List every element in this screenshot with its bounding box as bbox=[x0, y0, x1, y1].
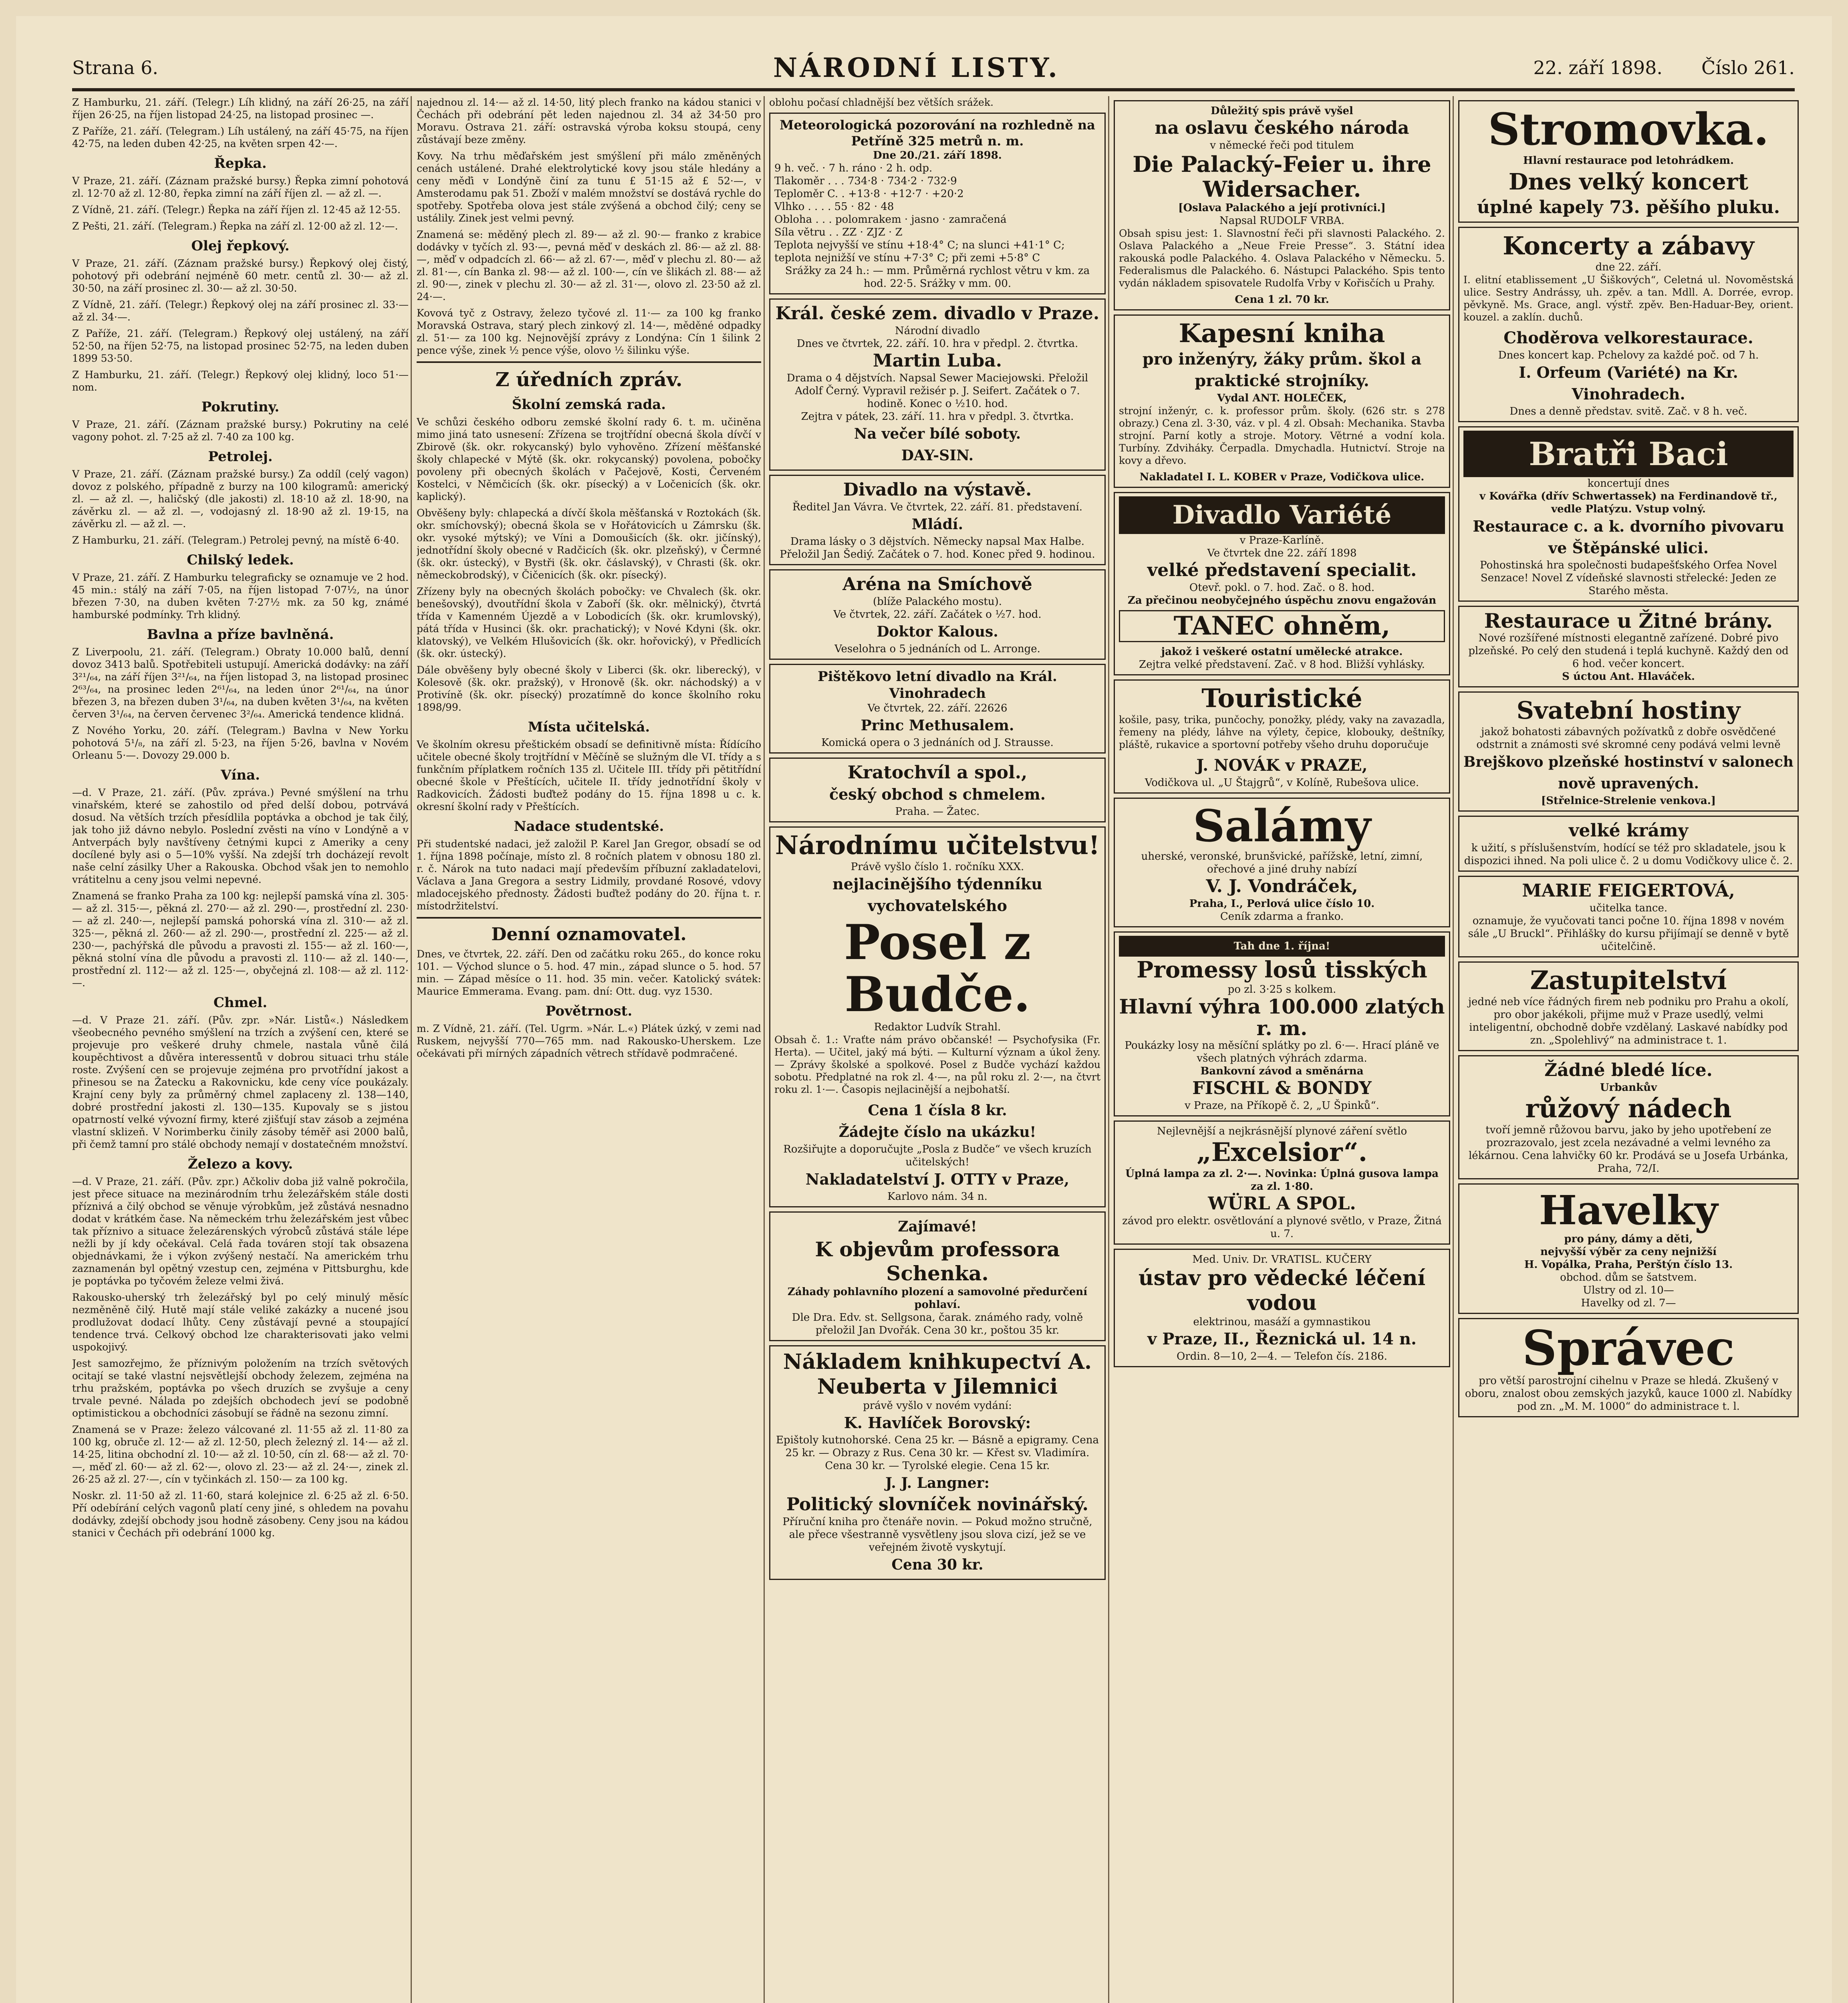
section-heading: Školní zemská rada. bbox=[512, 397, 666, 413]
ad-author: Vydal ANT. HOLEČEK, bbox=[1217, 392, 1347, 404]
theatre-exhibition bbox=[769, 475, 1106, 565]
ad-publisher: Nakladatelství J. OTTY v Praze, bbox=[805, 1170, 1070, 1188]
ad-text: v Kovářka (dřív Schwertassek) na Ferdinandově tř., vedle Platýzu. Vstup volný. bbox=[1479, 490, 1777, 515]
weather-row: Srážky za 24 h.: — mm. Průměrná rychlost větru v km. za hod. 22·5. Srážky v mm. 00. bbox=[785, 265, 1090, 290]
article-text: Z Hamburku, 21. září. (Telegram.) Petrolej pevný, na místě 6·40. bbox=[72, 534, 399, 546]
section-heading: Chilský ledek. bbox=[187, 552, 294, 568]
ad-text: košile, pasy, trika, punčochy, ponožky, plédy, vaky na zavazadla, řemeny na plédy, láhve na výlety, čepice, klobouky, deštníky, pláště, rukavice a sportovní potřeby všeho druhu doporučuje bbox=[1119, 714, 1445, 750]
article-text: V Praze, 21. září. (Záznam pražské bursy.) Řepkový olej čistý, pohotový při odebrání nejméně 60 metr. centů zl. 30·— až zl. 30·50, na září prosinec zl. 30·— až zl. 30·50. bbox=[72, 258, 409, 294]
section-heading: Petrolej. bbox=[208, 449, 273, 465]
ad-text: úplné kapely 73. pěšího pluku. bbox=[1477, 197, 1780, 218]
ad-text: Obsah č. 1.: Vraťte nám právo občanské! — Psychofysika (Fr. Herta). — Učitel, jaký má býti. — Kulturní význam a úkol ženy. — Zprávy školské a spolkové. Posel z Budče vychází každou sobotu. Předplatné na rok zl. 4·—, na půl roku zl. 2·—, na čtvrt roku zl. 1·—. Časopis nejlacinější a nejbohatší. bbox=[774, 1034, 1100, 1095]
play-title: Mládí. bbox=[911, 516, 963, 533]
theatre-text: Veselohra o 5 jednáních od L. Arronge. bbox=[834, 643, 1040, 655]
ad-firm: V. J. Vondráček, bbox=[1206, 876, 1358, 897]
ad-svatebni-hostiny bbox=[1458, 691, 1799, 812]
theatre-text: Ředitel Jan Vávra. Ve čtvrtek, 22. září. 81. představení. bbox=[792, 501, 1083, 513]
ad-address: závod pro elektr. osvětlování a plynové světlo, v Praze, Žitná u. 7. bbox=[1122, 1215, 1442, 1240]
article-text: oblohu počasí chladnější bez větších srážek. bbox=[769, 97, 994, 108]
ad-title: Politický slovníček novinářský. bbox=[786, 1494, 1088, 1515]
theatre-text: Zejtra v pátek, 23. září. 11. hra v předpl. 3. čtvrtka. bbox=[801, 411, 1074, 423]
ad-text: [Oslava Palackého a její protivníci.] bbox=[1178, 202, 1386, 214]
section-heading: Řepka. bbox=[214, 155, 267, 171]
section-heading: Chmel. bbox=[213, 995, 268, 1011]
theatre-heading: Divadlo na výstavě. bbox=[843, 480, 1032, 500]
column-rule bbox=[411, 96, 412, 2003]
column-theatre-ads bbox=[769, 96, 1106, 2003]
issue-number: Číslo 261. bbox=[1701, 57, 1795, 79]
ad-text: velké představení specialit. bbox=[1147, 560, 1417, 580]
ad-subtitle: český obchod s chmelem. bbox=[829, 785, 1046, 803]
ad-price: po zl. 3·25 s kolkem. bbox=[1227, 983, 1336, 995]
ad-author: K. Havlíček Borovský: bbox=[844, 1414, 1031, 1432]
ad-text: Úplná lampa za zl. 2·—. Novinka: Úplná gusova lampa za zl. 1·80. bbox=[1125, 1168, 1439, 1193]
column-rule bbox=[1453, 96, 1454, 2003]
ad-text: v německé řeči pod titulem bbox=[1210, 139, 1354, 151]
ad-text: strojní inženýr, c. k. professor prům. školy. (626 str. s 278 obrazy.) Cena zl. 3·30, váz. v pl. 4 zl. Obsah: Mechanika. Stavba strojní. Parní kotly a stroje. Motory. Větrné a vodní kola. Turbíny. Zdviháky. Čerpadla. Dmychadla. Hutnictví. Stroje na kovy a dřevo. bbox=[1119, 405, 1445, 466]
article-text: Z Vídně, 21. září. (Telegr.) Řepkový olej na září prosinec zl. 33·— až zl. 34·—. bbox=[72, 299, 409, 323]
ad-text: Zejtra velké představení. Zač. v 8 hod. Bližší vyhlásky. bbox=[1139, 659, 1425, 671]
article-text: Noskr. zl. 11·50 až zl. 11·60, stará kolejnice zl. 6·25 až zl. 6·50. Pří odebírání celých vagonů platí ceny jiné, s ohledem na povahu dodávky, zdejší obchody jsou hodně zásobeny. Ceny jsou na kádou stanici v Čechách při odebrání 1000 kg. bbox=[72, 1490, 409, 1539]
article-text: Kovy. Na trhu měďařském jest smýšlení při málo změněných cenách ustálené. Drahé elektrolytické kovy jsou stále hledány a ceny měďi v Londýně činí za tunu £ 51·15 až £ 52·—, v Amsterodamu pak 51. Zboží v malém množství se dostává rychle do spotřeby. Spotřeba olova jest stále zvýšená a obchod čilý; ceny se ustálily. Zinek jest velmi pevný. bbox=[417, 150, 761, 224]
ad-heading: Správec bbox=[1522, 1320, 1735, 1376]
ad-price: Cena 1 zl. 70 kr. bbox=[1235, 294, 1329, 306]
ad-text: I. Orfeum (Variété) na Kr. Vinohradech. bbox=[1519, 363, 1738, 403]
ad-kapesni-kniha bbox=[1114, 314, 1450, 488]
play-title: Doktor Kalous. bbox=[877, 623, 998, 640]
weather-row: Tlakoměr . . . 734·8 · 734·2 · 732·9 bbox=[774, 175, 957, 187]
ad-variete bbox=[1114, 492, 1450, 675]
article-text: Z Liverpoolu, 21. září. (Telegram.) Obraty 10.000 balů, denní dovoz 3413 balů. Spotřebiteli ustupují. Americká dodávky: na září 3²¹/₆₄, na září říjen 3²¹/₆₄, na říjen listopad 3, na listopad prosinec 2⁶³/₆₄, na prosinec leden 2⁶¹/₆₄, na leden únor 2⁶¹/₆₄, na únor březen 3, na březen duben 3¹/₆₄, na duben květen 3¹/₆₄, na květen červen 3¹/₆₄, na červen červenec 3²/₆₄. Americká tendence klidná. bbox=[72, 646, 409, 720]
ad-schenk bbox=[769, 1211, 1106, 1341]
article-text: Při studentské nadaci, jež založil P. Karel Jan Gregor, obsadí se od 1. října 1898 počínaje, místo zl. 8 ročních platem v obnosu 180 zl. r. č. Nárok na tuto nadaci mají především příbuzní zakladatelovi, Václava a Jana Gregora a sestry Lidmily, provdané Rosové, vdovy mladocejského přednosty. Žádosti buďtež podány do 20. října t. r. místodržitelství. bbox=[417, 838, 761, 912]
ad-feigertova bbox=[1458, 876, 1799, 957]
play-title: Na večer bílé soboty. bbox=[854, 425, 1021, 442]
newspaper-page bbox=[16, 16, 1832, 2003]
ad-subtitle: v Praze-Karlíně. bbox=[1239, 534, 1324, 546]
ad-text: Poukázky losy na měsíční splátky po zl. 6·—. Hrací pláně ve všech platných výhrách zdarma. bbox=[1125, 1040, 1439, 1064]
column-rule bbox=[764, 96, 765, 2003]
weather-row: Teplota nejvyšší ve stínu +18·4° C; na slunci +41·1° C; teplota nejnižší ve stínu +7·3° C; při zemi +5·8° C bbox=[774, 239, 1065, 264]
ad-text: Choděrova velkorestaurace. bbox=[1503, 328, 1753, 347]
theatre-text: Komická opera o 3 jednáních od J. Strausse. bbox=[821, 737, 1054, 749]
ad-heading: Touristické bbox=[1201, 683, 1362, 713]
masthead bbox=[72, 52, 1795, 91]
theatre-national bbox=[769, 298, 1106, 471]
article-text: V Praze, 21. září. (Záznam pražské bursy.) Pokrutiny na celé vagony pohot. zl. 7·25 až zl. 7·40 za 100 kg. bbox=[72, 419, 409, 443]
newspaper-title: NÁRODNÍ LISTY. bbox=[773, 52, 1060, 83]
play-title: Princ Methusalem. bbox=[861, 717, 1014, 734]
ad-text: Restaurace c. a k. dvorního pivovaru ve Štěpánské ulici. bbox=[1473, 517, 1784, 557]
ad-heading: na oslavu českého národa bbox=[1155, 118, 1409, 138]
theatre-subtitle: Národní divadlo bbox=[895, 325, 980, 337]
article-text: Znamená se franko Praha za 100 kg: nejlepší pamská vína zl. 305·— až zl. 315·—, pěkná zl. 270·— až zl. 290·—, prostřední zl. 230·— až zl. 240·—, nejlepší pamská pohorská vína zl. 310·— až zl. 325·—, pěkná zl. 260·— až zl. 290·—, prostřední zl. 225·— až zl. 230·—, pachýřská dle původu a pravosti zl. 155·— až zl. 160·—, pěkná stolní vína dle původu a pravosti zl. 110·— až zl. 140·—, prostřední zl. 112·— až zl. 125·—, obyčejná zl. 108·— až zl. 112·—. bbox=[72, 890, 409, 989]
ad-text: Dnes velký koncert bbox=[1508, 169, 1749, 195]
ad-text: Hlavní výhra 100.000 zlatých r. m. bbox=[1119, 995, 1445, 1040]
ad-touristicke bbox=[1114, 679, 1450, 794]
ad-author: Med. Univ. Dr. VRATISL. KUČERY bbox=[1192, 1253, 1372, 1265]
ad-kicker: Zajímavé! bbox=[898, 1218, 977, 1235]
ad-heading: Havelky bbox=[1539, 1187, 1718, 1234]
ad-address: Praha. — Žatec. bbox=[895, 806, 980, 818]
ad-text: Pohostinská hra společnosti budapešťského Orfea Novel Senzace! Novel Z vídeňské slavnosti střelecké: Jeden ze Starého města. bbox=[1480, 559, 1777, 597]
ad-excelsior bbox=[1114, 1120, 1450, 1245]
ad-palacky bbox=[1114, 100, 1450, 310]
ad-text: Epištoly kutnohorské. Cena 25 kr. — Básně a epigramy. Cena 25 kr. — Obrazy z Rus. Cena 30 kr. — Křest sv. Vladimíra. Cena 30 kr. — Tyrolské elegie. Cena 15 kr. bbox=[776, 1434, 1099, 1472]
ad-title: Die Palacký-Feier u. ihre Widersacher. bbox=[1133, 151, 1431, 202]
ad-zitna-brana bbox=[1458, 606, 1799, 687]
ad-title: růžový nádech bbox=[1525, 1094, 1732, 1124]
theatre-text: Drama lásky o 3 dějstvích. Německy napsal Max Halbe. Přeložil Jan Šediý. Začátek o 7. hod. Konec před 9. hodinou. bbox=[780, 536, 1095, 560]
ad-text: Dnes a denně představ. svitě. Zač. v 8 h. več. bbox=[1509, 405, 1747, 417]
ad-text: elektrinou, masáží a gymnastikou bbox=[1193, 1316, 1371, 1328]
article-text: Z Paříže, 21. září. (Telegram.) Řepkový olej ustálený, na září 52·50, na říjen 52·75, na listopad prosinec 52·75, na leden duben 1899 53·50. bbox=[72, 328, 409, 364]
article-text: —d. V Praze 21. září. (Pův. zpr. »Nár. Listů«.) Následkem všeobecného pevného smýšlení na trzích a zvýšení cen, které se projevuje pro veškeré druhy chmele, nastala vůně čilá koupěchtivost a důvěra interessentů v dobrou situaci trhu stále roste. Zvýšení cen se projevuje zejména pro prvotřídní jakost a přinesou se na Žatecku a Rakovnicku, kde ceny více poukázaly. Krajní ceny byly za průměrný chmel zaplaceny zl. 138—140, dobré prostřední jakosti zl. 130—135. Kupovaly se s jistou opatrností velké vývozní firmy, které zjišťují stav zásob a zejména vlastní sklizeň. V Norimberku činily zásoby téměř asi 2000 balů, při čemž tamní pro stálé obchody nemají v dostatečném množství. bbox=[72, 1014, 409, 1150]
ad-text: Záhady pohlavního plození a samovolné předurčení pohlaví. bbox=[787, 1286, 1088, 1311]
ad-kicker: Důležitý spis právě vyšel bbox=[1211, 105, 1353, 117]
article-text: Jest samozřejmo, že příznivým položením na trzích světových ocitají se také vlastní nejsvětlejší obchody železem, zejména na trhu pražském, poptávka po všech druzích se zvyšuje a ceny trvale pevné. Nálada po zdejších obchodech jeví se podobně optimistickou a obchodníci zásobují se řádně na sezonu zimní. bbox=[72, 1358, 409, 1419]
weather-observations bbox=[769, 113, 1106, 294]
ad-side-note: Ulstry od zl. 10— bbox=[1583, 1284, 1674, 1296]
ad-heading: Stromovka. bbox=[1488, 103, 1769, 155]
ad-firm: J. NOVÁK v PRAZE, bbox=[1196, 756, 1368, 775]
ad-address: v Praze, II., Řeznická ul. 14 n. bbox=[1147, 1330, 1417, 1348]
theatre-text: Ve čtvrtek, 22. září. Začátek o ½7. hod. bbox=[833, 609, 1042, 621]
ad-havelky bbox=[1458, 1183, 1799, 1314]
theatre-subtitle: (blíže Palackého mostu). bbox=[873, 596, 1002, 608]
weather-row: Teploměr C. . +13·8 · +12·7 · +20·2 bbox=[774, 188, 964, 200]
ad-text: Žádejte číslo na ukázku! bbox=[838, 1124, 1036, 1141]
ad-text: pro pány, dámy a děti, bbox=[1564, 1233, 1693, 1245]
ad-heading: Divadlo Variété bbox=[1119, 496, 1445, 534]
weather-heading: Meteorologická pozorování na rozhledně na Petříně 325 metrů n. m. bbox=[780, 117, 1095, 149]
ad-heading: K objevům professora Schenka. bbox=[815, 1237, 1060, 1285]
article-text: V Praze, 21. září. (Záznam pražské bursy.) Za oddíl (celý vagon) dovoz z polského, případně z burzy na 100 kilogramů: americký zl. — až zl. —, haličský (dle jakosti) zl. 18·10 až zl. 18·90, na závěrku zl. — až zl. —, vodojasný zl. 18·90 až zl. 19·15, na závěrku zl. — až zl. —. bbox=[72, 468, 409, 530]
weather-row: Obloha . . . polomrakem · jasno · zamračená bbox=[774, 214, 1007, 226]
article-text: Obvěšeny byly: chlapecká a dívčí škola měšťanská v Roztokách (šk. okr. smíchovský); obecná škola se v Hořátovicích u Zámrsku (šk. okr. vysoké mýtský); ve Víni a Domoušicích (šk. okr. jičínský), jednotřídní školy obecné v Radčicích (šk. okr. plzeňský), v Čermné (šk. okr. ústecký), v Bystři (šk. okr. čáslavský), v Chrasti (šk. okr. německobrodský), v Čičenicích (šk. okr. písecký). bbox=[417, 507, 761, 581]
ad-text: Právě vyšlo číslo 1. ročníku XXX. bbox=[850, 861, 1024, 873]
ad-text: Rozšiřujte a doporučujte „Posla z Budče“ ve všech kruzích učitelských! bbox=[783, 1143, 1092, 1168]
ad-heading: Národnímu učitelstvu! bbox=[775, 830, 1100, 860]
theatre-text: Drama o 4 dějstvích. Napsal Sewer Maciejowski. Přeložil Adolf Černý. Vypravil režisér p. J. Seifert. Začátek o 7. hodině. Konec o ½10. hod. bbox=[786, 372, 1088, 410]
column-ads-2 bbox=[1458, 96, 1799, 2003]
article-text: Dnes, ve čtvrtek, 22. září. Den od začátku roku 265., do konce roku 101. — Východ slunce o 5. hod. 47 min., západ slunce o 5. hod. 57 min. — Západ měsíce o 11. hod. 35 min. večer. Katolický svátek: Maurice Emmerama. Evang. pam. dní: Ott. dug. vyz 1530. bbox=[417, 948, 761, 997]
section-heading: Místa učitelská. bbox=[528, 719, 650, 735]
section-heading: Denní oznamovatel. bbox=[491, 924, 687, 945]
ad-text: Ve čtvrtek dne 22. září 1898 bbox=[1207, 547, 1357, 559]
ad-text: jakož i veškeré ostatní umělecké atrakce. bbox=[1161, 646, 1403, 658]
ad-text: obchod. dům se šatstvem. bbox=[1560, 1272, 1697, 1284]
weather-row: Vlhko . . . . 55 · 82 · 48 bbox=[774, 201, 894, 213]
ad-text: I. elitní etablissement „U Šiškových“, Celetná ul. Novoměstská ulice. Sestry Andrássy, uh. zpěv. a tan. Mdll. A. Dorrée, evrop. pěvkyně. Ms. Grace, angl. výstř. zpěv. Ben-Haduar-Bey, orient. kouzel. a zaklín. duchů. bbox=[1463, 274, 1794, 323]
weather-row: 9 h. več. · 7 h. ráno · 2 h. odp. bbox=[774, 162, 933, 174]
ad-text: nejvyšší výběr za ceny nejnižší bbox=[1540, 1246, 1717, 1258]
article-text: Z Nového Yorku, 20. září. (Telegram.) Bavlna v New Yorku pohotová 5¹/₈, na září zl. 5·23, na říjen 5·26, bavlna v Novém Orleanu 5·—. Dovozy 29.000 b. bbox=[72, 725, 409, 761]
theatre-heading: Pištěkovo letní divadlo na Král. Vinohradech bbox=[818, 669, 1057, 701]
ad-author: J. J. Langner: bbox=[885, 1475, 989, 1491]
ad-heading: Nákladem knihkupectví A. Neuberta v Jilemnici bbox=[783, 1350, 1092, 1399]
article-text: Znamená se v Praze: železo válcované zl. 11·55 až zl. 11·80 za 100 kg, obruče zl. 12·— až zl. 12·50, plech železný zl. 14·— až zl. 14·25, litina obchodní zl. 10·— až zl. 10·50, cín zl. 68·— až zl. 70·—, měď zl. 60·— až zl. 62·—, olovo zl. 23·— až zl. 24·—, zinek zl. 26·25 až zl. 27·—, cín v tyčinkách zl. 150·— za 100 kg. bbox=[72, 1424, 409, 1485]
theatre-heading: Aréna na Smíchově bbox=[842, 574, 1032, 594]
article-text: —d. V Praze, 21. září. (Pův. zpráva.) Pevné smýšlení na trhu vinařském, které se zahostilo od před delší dobou, potrvává dosud. Na větších trzích přesídlila poptávka a obchod je tak čilý, jak toho již dávno nebylo. Poslední zvěsti na víno v Londýně a v Antverpách byly navštíveny četnými kupci z Ameriky a ceny docílené byly asi o 5—10% vyšší. Na zdejší trh docházejí revolt naše celní zásilky Uher a Rakouska. Obchod však jen to nemohlo vrátitelnu a ceny jsou velmi nepevné. bbox=[72, 787, 409, 885]
ad-heading: Kapesní kniha bbox=[1179, 318, 1385, 349]
ad-author: Napsal RUDOLF VRBA. bbox=[1219, 215, 1345, 227]
ad-text: Za přečinou neobyčejného úspěchu znovu engažován bbox=[1127, 594, 1437, 607]
ad-side-note: Havelky od zl. 7— bbox=[1581, 1297, 1676, 1309]
article-text: najednou zl. 14·— až zl. 14·50, litý plech franko na kádou stanici v Čechách při odebrání pět leden najednou zl. 34 až 34·50 pro Moravu. Ostrava 21. září: ostravská výroba koksu stoupá, ceny zůstávají beze změny. bbox=[417, 97, 761, 145]
ad-text: Příruční kniha pro čtenáře novin. — Pokud možno stručně, ale přece všestranně vysvětleny jsou slova cizí, jež se ve veřejném životě vyskytují. bbox=[782, 1516, 1092, 1554]
section-heading: Z úředních zpráv. bbox=[495, 369, 683, 391]
ad-text: jakož bohatosti zábavných požívatků z dobře osvědčené odstrnit a známosti své skromné ceny podává velmi levně bbox=[1476, 726, 1781, 751]
article-text: Ve školním okresu přeštickém obsadí se definitivně místa: Řídícího učitele obecné školy trojtřídní v Měčíně se služným dle VI. třídy a s funkčním příplatkem ročních 135 zl. Učitele III. třídy při pětitřídní obecné škole v Přeštících, učitele II. třídy jednotřídní školy v Radkovicích. Žádosti buďtež podány do 15. října 1898 u c. k. okresní školní rady v Přeštících. bbox=[417, 739, 761, 812]
article-text: Z Hamburku, 21. září. (Telegr.) Líh klidný, na září 26·25, na září říjen 26·25, na říjen listopad 24·25, na listopad prosinec —. bbox=[72, 97, 409, 121]
ad-text: Obsah spisu jest: 1. Slavnostní řeči při slavnosti Palackého. 2. Oslava Palackého a „Neue Freie Presse“. 3. Státní idea rakouská podle Palackého. 4. Oslava Palackého v Německu. 5. Federalismus dle Palackého. 6. Nástupci Palackého. Spis tento vydán nákladem spisovatele Rudolfa Vrby v Kořisčích u Prahy. bbox=[1119, 228, 1445, 289]
issue-date: 22. září 1898. bbox=[1533, 57, 1663, 79]
ad-promessy bbox=[1114, 931, 1450, 1116]
ad-text: pro větší parostrojní cihelnu v Praze se hledá. Zkušený v oboru, znalost obou zemských jazyků, kauce 1000 zl. Nabídky pod zn. „M. M. 1000“ do administrace t. l. bbox=[1465, 1375, 1792, 1413]
ad-zastupitelstvi bbox=[1458, 961, 1799, 1051]
theatre-text: Ve čtvrtek, 22. září. 22626 bbox=[867, 702, 1008, 714]
ad-text: Ordin. 8—10, 2—4. — Telefon čís. 2186. bbox=[1177, 1350, 1387, 1362]
ad-text: Bankovní závod a směnárna bbox=[1200, 1065, 1364, 1077]
play-title: DAY-SIN. bbox=[901, 447, 974, 464]
article-text: Z Vídně, 21. září. (Telegr.) Řepka na září říjen zl. 12·45 až 12·55. bbox=[72, 204, 401, 216]
ad-stromovka bbox=[1458, 100, 1799, 223]
ad-publisher: Nakladatel I. L. KOBER v Praze, Vodičkova ulice. bbox=[1139, 471, 1425, 483]
ad-koncerty bbox=[1458, 227, 1799, 422]
article-text: Zřízeny byly na obecných školách pobočky: ve Chvalech (šk. okr. benešovský), dvoutřídní škola v Zaboří (šk. okr. mělnický), čtvrtá třída v Kamenném Újezdě a v Lobodicích (šk. okr. krumlovský), pátá třída v Husinci (šk. okr. prachatický); v Nové Kdyni (šk. okr. klatovský), ve Velkém Hlušovicích (šk. okr. hořovický), v Předlicích (šk. okr. ústecký). bbox=[417, 586, 761, 659]
ad-text: dne 22. září. bbox=[1595, 261, 1662, 273]
article-text: Z Hamburku, 21. září. (Telegr.) Řepkový olej klidný, loco 51·— nom. bbox=[72, 369, 409, 393]
ad-salamy bbox=[1114, 798, 1450, 927]
theatre-text: Dnes ve čtvrtek, 22. září. 10. hra v předpl. 2. čtvrtka. bbox=[796, 338, 1078, 350]
ad-spravec bbox=[1458, 1318, 1799, 1417]
article-text: Ve schůzi českého odboru zemské školní rady 6. t. m. učiněna mimo jiná tato usnesení: Zřízena se trojtřídní obecná škola dívčí v Zbirově (šk. okr. rokycanský) bylo vyhověno. Zřízení měšťanské školy chlapecké v Mýtě (šk. okr. rokycanský) povolena, pobočky povoleny při obecných školách v Pačejově, Kosti, Červeném Kostelci, v Němčicích (šk. okr. písecký) a v Ločenicích (šk. okr. kaplický). bbox=[417, 416, 761, 502]
ad-firm: FISCHL & BONDY bbox=[1192, 1078, 1372, 1098]
ad-text: Dle Dra. Edv. st. Sellgsona, čarak. známého rady, volně přeložil Jan Dvořák. Cena 30 kr., poštou 35 kr. bbox=[792, 1312, 1083, 1336]
ad-bratri-baci bbox=[1458, 426, 1799, 602]
theatre-heading: Král. české zem. divadlo v Praze. bbox=[775, 303, 1100, 324]
article-text: Dále obvěšeny byly obecné školy v Liberci (šk. okr. liberecký), v Kolesově (šk. okr. pražský), v Hronově (šk. okr. náchodský) a v Protivíně (šk. okr. písecký) prozatímně do konce školního roku 1898/99. bbox=[417, 664, 761, 713]
article-text: Z Paříže, 21. září. (Telegram.) Líh ustálený, na září 45·75, na říjen 42·75, na leden duben 42·25, na květen srpen 42·—. bbox=[72, 125, 409, 149]
ad-text: Nejlevnější a nejkrásnější plynové záření světlo bbox=[1157, 1125, 1407, 1137]
ad-heading: Promessy losů tisských bbox=[1137, 957, 1427, 983]
ad-text: S úctou Ant. Hlaváček. bbox=[1562, 671, 1695, 683]
section-heading: Bavlna a příze bavlněná. bbox=[147, 627, 334, 643]
ad-heading: Salámy bbox=[1193, 800, 1371, 852]
ad-urbanek bbox=[1458, 1055, 1799, 1179]
ad-price: Cena 1 čísla 8 kr. bbox=[868, 1102, 1007, 1119]
page-number: Strana 6. bbox=[72, 57, 158, 79]
ad-subtitle: pro inženýry, žáky prům. škol a praktické strojníky. bbox=[1142, 350, 1422, 390]
ad-text: Nové rozšířené místnosti elegantně zařízené. Dobré pivo plzeňské. Po celý den studená i teplá kuchyně. Každý den od 6 hod. večer koncert. bbox=[1468, 632, 1789, 670]
play-title: Martin Luba. bbox=[873, 351, 1002, 371]
article-text: Z Pešti, 21. září. (Telegram.) Řepka na září zl. 12·00 až zl. 12·—. bbox=[72, 220, 398, 232]
article-text: V Praze, 21. září. Z Hamburku telegraficky se oznamuje ve 2 hod. 45 min.: stálý na září 7·05, na říjen listopad 7·07½, na únor březen 7·30, na duben květen 7·27½ mk. za 50 kg, známé hamburské podmínky. Trh klidný. bbox=[72, 572, 409, 621]
article-text: m. Z Vídně, 21. září. (Tel. Ugrm. »Nár. L.«) Plátek úzký, v zemi nad Ruskem, nejvyšší 770—765 mm. nad Rakousko-Uherskem. Lze očekávati při mírných západních větrech střídavě podmračené. bbox=[417, 1023, 761, 1059]
ad-heading: ústav pro vědecké léčení vodou bbox=[1138, 1266, 1426, 1315]
ad-heading: MARIE FEIGERTOVÁ, bbox=[1522, 881, 1735, 901]
ad-firm: WÜRL A SPOL. bbox=[1208, 1193, 1356, 1214]
article-text: Kovová tyč z Ostravy, železo tyčové zl. 11·— za 100 kg franko Moravská Ostrava, starý plech zinkový zl. 14·—, měděné odpadky zl. 51·— za 100 kg. Nejnovější zprávy z Londýna: Cín 1 šilink 2 pence výše, zinek ½ pence výše, olovo ½ šilinku výše. bbox=[417, 307, 761, 356]
weather-date: Dne 20./21. září 1898. bbox=[873, 149, 1002, 161]
ad-address: Karlovo nám. 34 n. bbox=[887, 1191, 987, 1203]
theatre-arena bbox=[769, 569, 1106, 660]
ad-kicker: Tah dne 1. října! bbox=[1119, 936, 1445, 957]
ad-ustav-kucera bbox=[1114, 1249, 1450, 1367]
ad-subtitle: Urbankův bbox=[1600, 1082, 1657, 1094]
column-market-reports bbox=[72, 96, 409, 2003]
ad-heading: Bratři Baci bbox=[1463, 431, 1794, 477]
article-text: Rakousko-uherský trh železářský byl po celý minulý měsíc nezměněně čilý. Hutě mají stále veliké zakázky a nucené jsou prodlužovat dodací lhůty. Ceny zůstávají pevné a stoupající tendence trvá. Celkový obchod lze charakterisovati jako velmi uspokojivý. bbox=[72, 1292, 409, 1353]
ad-title: TANEC ohněm, bbox=[1119, 610, 1445, 642]
section-heading: Vína. bbox=[221, 767, 260, 783]
ad-text: k užití, s příslušenstvím, hodící se též pro skladatele, jsou k dispozici ihned. Na poli ulice č. 2 u domu Vodičkovy ulice č. 2. bbox=[1464, 842, 1793, 867]
ad-text: Otevř. pokl. o 7. hod. Zač. o 8. hod. bbox=[1189, 582, 1375, 594]
ad-heading: Kratochvíl a spol., bbox=[847, 762, 1028, 783]
ad-address: v Praze, na Příkopě č. 2, „U Špinků“. bbox=[1185, 1100, 1379, 1112]
article-text: Znamená se: měděný plech zl. 89·— až zl. 90·— franko z krabice dodávky v tyčích zl. 93·—, pevná měď v deskách zl. 86·— až zl. 88·—, měď v odpadcích zl. 66·— až zl. 67·—, měď v plechu zl. 80·— až zl. 81·—, cín Banka zl. 98·— až zl. 100·—, cín ve šlikách zl. 88·— až zl. 90·—, zinek v plechu zl. 30·— až zl. 31·—, olovo zl. 23·50 až zl. 24·—. bbox=[417, 229, 761, 302]
ad-neubert bbox=[769, 1345, 1106, 1580]
ad-heading: Svatební hostiny bbox=[1516, 697, 1741, 725]
ad-heading: Žádné bledé líce. bbox=[1544, 1060, 1713, 1080]
ad-posel-z-budce bbox=[769, 826, 1106, 1207]
ad-text: uherské, veronské, brunšvické, pařížské, letní, zimní, ořechové a jiné druhy nabízí bbox=[1141, 850, 1423, 875]
column-rule bbox=[1108, 96, 1109, 2003]
ad-firm: H. Vopálka, Praha, Perštýn číslo 13. bbox=[1524, 1259, 1733, 1271]
ad-text: Dnes koncert kap. Pchelovy za každé poč. od 7 h. bbox=[1498, 349, 1759, 361]
section-heading: Železo a kovy. bbox=[187, 1156, 293, 1172]
article-text: —d. V Praze, 21. září. (Pův. zpr.) Ačkoliv doba již valně pokročila, jest přece situace na mezinárodním trhu železářském stále dosti příznivá a čilý obchod se věnuje výrobkům, jež zůstává nesnadno dodat v krátkém čase. Na německém trhu železářském jest vůbec tak příznivo a situace železárenských výrobců zůstává stále lépe nežli by jí kdy očekával. Celá řada továren stojí tak obsazena objednávkami, že i výkon zvýšený nestačí. Na americkém trhu zaznamenán byl opětný vzestup cen, zejména v Pittsburghu, kde je poptávka po tyčovém železe velmi živá. bbox=[72, 1176, 409, 1287]
ad-text: právě vyšlo v novém vydání: bbox=[863, 1400, 1012, 1412]
ad-text: nejlacinějšího týdenníku vychovatelského bbox=[832, 875, 1042, 915]
ad-kratochvil bbox=[769, 758, 1106, 822]
ad-text: tvoří jemně růžovou barvu, jako by jeho upotřebení ze prozrazovalo, jest zcela nezávadné a velmi levného za lékárnou. Cena lahvičky 60 kr. Prodává se u Josefa Urbánka, Praha, 72/I. bbox=[1468, 1124, 1788, 1175]
weather-row: Síla větru . . ZZ · ZJZ · Z bbox=[774, 226, 903, 238]
ad-text: Ceník zdarma a franko. bbox=[1220, 911, 1344, 923]
ad-address: Praha, I., Perlová ulice číslo 10. bbox=[1189, 898, 1375, 910]
ad-title: Posel z Budče. bbox=[844, 914, 1031, 1023]
ad-subtitle: Hlavní restaurace pod letohrádkem. bbox=[1523, 155, 1734, 167]
ad-text: koncertují dnes bbox=[1587, 478, 1670, 490]
ad-heading: Restaurace u Žitné brány. bbox=[1484, 609, 1773, 633]
section-heading: Nadace studentské. bbox=[514, 818, 664, 834]
divider bbox=[417, 917, 761, 919]
column-ads-1 bbox=[1114, 96, 1450, 2003]
ad-text: [Střelnice-Strelenie venkova.] bbox=[1541, 795, 1716, 807]
section-heading: Olej řepkový. bbox=[191, 238, 290, 254]
ad-heading: Koncerty a zábavy bbox=[1503, 231, 1754, 260]
ad-price: Cena 30 kr. bbox=[891, 1556, 983, 1573]
ad-subtitle: učitelka tance. bbox=[1589, 902, 1668, 914]
ad-address: Vodičkova ul. „U Štajgrů“, v Kolíně, Rubešova ulice. bbox=[1145, 777, 1419, 789]
ad-heading: velké krámy bbox=[1568, 820, 1689, 841]
article-text: V Praze, 21. září. (Záznam pražské bursy.) Řepka zimní pohotová zl. 12·70 až zl. 12·80, řepka zimní na září říjen zl. — až zl. —. bbox=[72, 175, 409, 199]
ad-heading: Zastupitelství bbox=[1530, 965, 1727, 995]
ad-text: oznamuje, že vyučovati tanci počne 10. října 1898 v novém sále „U Bruckl“. Přihlášky do kursu přijímají se denně v bytě učitelčině. bbox=[1468, 915, 1789, 953]
section-heading: Povětrnost. bbox=[545, 1003, 633, 1019]
column-official-reports bbox=[417, 96, 761, 2003]
ad-heading: „Excelsior“. bbox=[1197, 1137, 1367, 1167]
divider bbox=[417, 361, 761, 363]
section-heading: Pokrutiny. bbox=[201, 399, 280, 415]
ad-kramy bbox=[1458, 816, 1799, 872]
ad-text: Brejškovo plzeňské hostinství v salonech nově upravených. bbox=[1463, 754, 1794, 792]
theatre-pistek bbox=[769, 664, 1106, 754]
ad-text: jedné neb více řádných firem neb podniku pro Prahu a okolí, pro obor jakékoli, přijme muž v Praze usedlý, velmi inteligentní, obchodně dobře vzdělaný. Laskavé nabídky pod zn. „Spolehlivý“ na administrace t. 1. bbox=[1468, 996, 1789, 1046]
ad-text: Redaktor Ludvík Strahl. bbox=[874, 1021, 1001, 1033]
